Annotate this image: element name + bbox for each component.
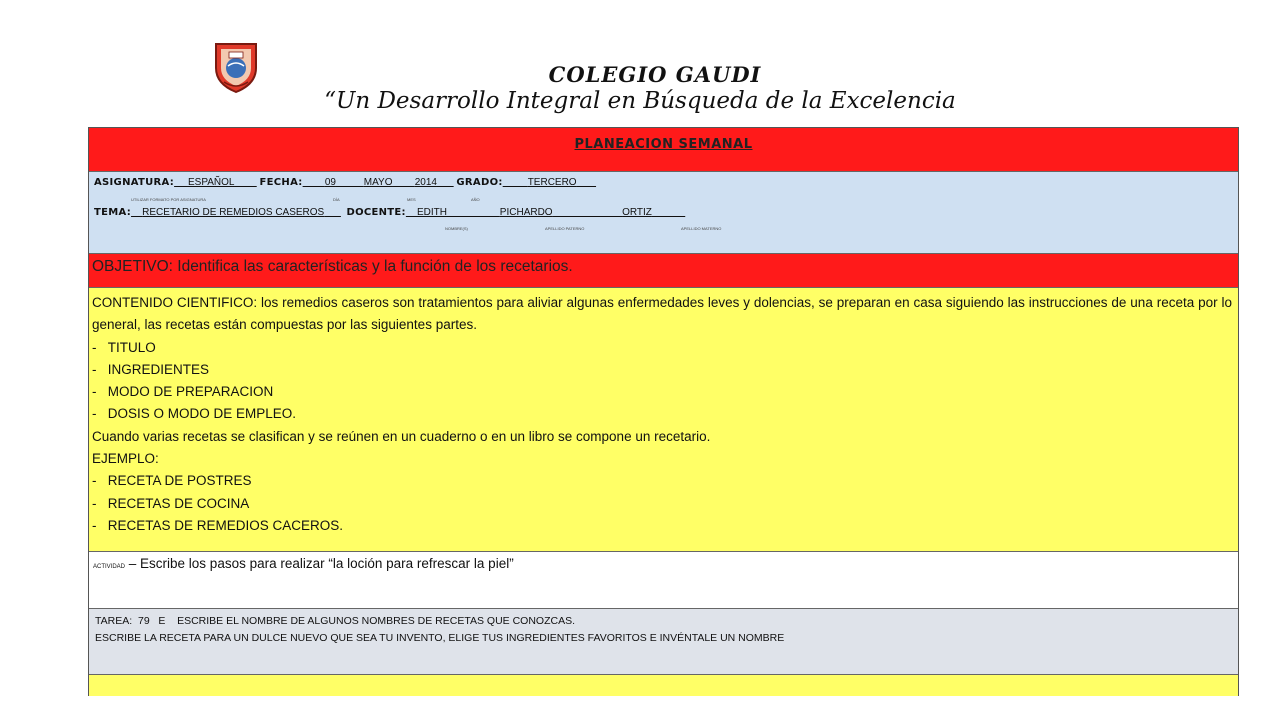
activity-text-line: ACTIVIDAD – Escribe los pasos para realizar “la loción para refrescar la piel” [93,556,514,571]
tema-label: TEMA: [94,207,132,218]
content-row [89,288,1238,552]
list-item: - MODO DE PREPARACION [92,384,274,400]
hint-asignatura: UTILIZAR FORMATO POR ASIGNATURA [131,197,206,202]
grado-value: TERCERO [527,177,577,188]
docente-paterno: PICHARDO [499,207,553,218]
hint-mes: MES [407,197,416,202]
objective-text: OBJETIVO: Identifica las características y la función de los recetarios. [92,258,573,275]
hint-paterno: APELLIDO PATERNO [545,226,585,231]
school-motto: “Un Desarrollo Integral en Búsqueda de la Excelencia [324,88,956,114]
content-intro: CONTENIDO CIENTIFICO: los remedios caseros son tratamientos para aliviar algunas enfermedades leves y dolencias, se preparan en casa siguiendo las instrucciones de una receta por lo general, las recetas están compuestas por las siguientes partes. [92,295,1232,333]
plan-meta-row [89,172,1238,254]
asignatura-label: ASIGNATURA: [94,177,175,188]
fecha-label: FECHA: [259,177,303,188]
fecha-month: MAYO [363,177,393,188]
content-block [92,292,1232,537]
meta-line-1 [94,177,596,188]
docente-materno: ORTIZ [622,207,652,218]
plan-title: PLANEACION SEMANAL [574,137,753,152]
content-summary: Cuando varias recetas se clasifican y se reúnen en un cuaderno o en un libro se compone un recetario. [92,428,711,444]
hint-materno: APELLIDO MATERNO [681,226,722,231]
meta-line-2 [94,207,685,218]
list-item: - RECETAS DE REMEDIOS CACEROS. [92,517,344,533]
fecha-day: 09 [324,177,336,188]
list-item: - DOSIS O MODO DE EMPLEO. [92,406,297,422]
grado-label: GRADO: [456,177,503,188]
hint-nombre: NOMBRE(S) [445,226,468,231]
tema-value: RECETARIO DE REMEDIOS CASEROS [142,207,325,218]
list-item: - RECETA DE POSTRES [92,473,252,489]
task-line-1: TAREA: 79 E ESCRIBE EL NOMBRE DE ALGUNOS NOMBRES DE RECETAS QUE CONOZCAS. [95,615,575,627]
fecha-year: 2014 [414,177,437,188]
activity-row [89,552,1238,609]
list-item: - RECETAS DE COCINA [92,495,250,511]
bottom-empty-row [89,675,1238,696]
example-label: EJEMPLO: [92,451,159,467]
list-item: - INGREDIENTES [92,361,210,377]
task-block [95,613,784,647]
asignatura-value: ESPAÑOL [187,177,235,188]
objective-row [89,254,1238,288]
activity-text: Escribe los pasos para realizar “la loción para refrescar la piel” [140,556,514,571]
hint-dia: DÍA [333,197,340,202]
task-line-2: ESCRIBE LA RECETA PARA UN DULCE NUEVO QUE SEA TU INVENTO, ELIGE TUS INGREDIENTES FAVORITOS E INVÉNTALE UN NOMBRE [95,632,785,644]
list-item: - TITULO [92,339,156,355]
weekly-plan-sheet [88,127,1239,696]
docente-label: DOCENTE: [346,207,406,218]
activity-label: ACTIVIDAD [93,564,126,570]
plan-title-row [89,128,1238,172]
docente-nombre: EDITH [417,207,447,218]
school-name: COLEGIO GAUDI [548,62,762,87]
hint-ano: AÑO [471,197,480,202]
task-row [89,609,1238,675]
